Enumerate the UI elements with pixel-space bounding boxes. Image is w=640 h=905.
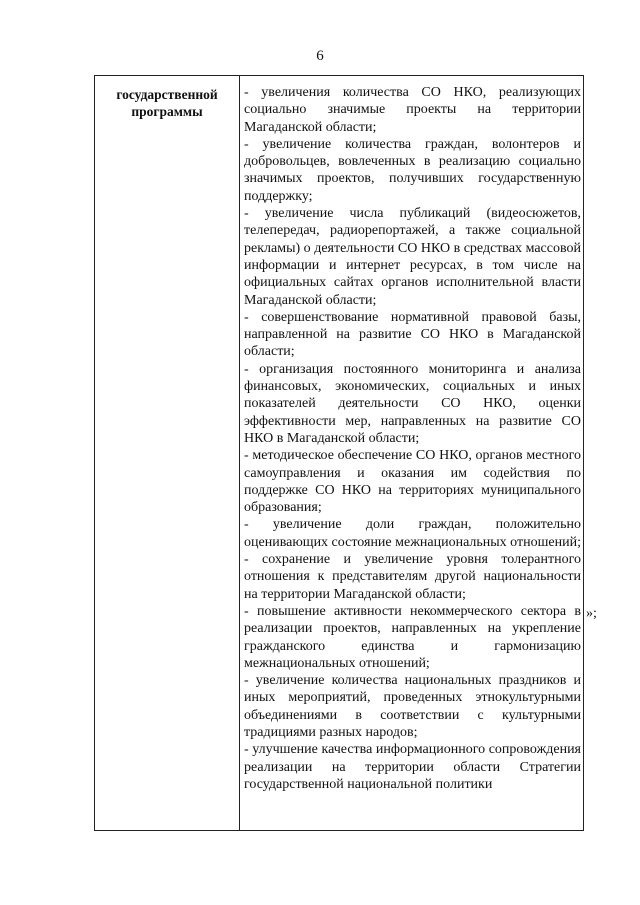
table-label-line-1: государственной [116, 87, 218, 102]
list-item: - совершенствование нормативной правовой базы, направленной на развитие СО НКО в Магаданской области; [244, 309, 581, 360]
list-item: - увеличение доли граждан, положительно оценивающих состояние межнациональных отношений; [244, 517, 581, 550]
list-item: - увеличения количества СО НКО, реализующих социально значимые проекты на территории Магаданской области; [244, 85, 581, 135]
document-table [94, 75, 584, 831]
table-content-cell [240, 76, 583, 830]
table-label-cell [95, 76, 240, 830]
list-item: - увеличение количества национальных праздников и иных мероприятий, проведенных этнокультурными объединениями в соответствии с культурными традициями разных народов; [244, 673, 581, 740]
closing-quote: »; [586, 606, 597, 621]
list-item: - увеличение количества граждан, волонтеров и добровольцев, вовлеченных в реализацию социально значимых проектов, получивших государственную поддержку; [244, 136, 581, 204]
list-item: - организация постоянного мониторинга и анализа финансовых, экономических, социальных и иных показателей деятельности СО НКО, оценки эффективности мер, направленных на развитие СО НКО в Магаданской области; [244, 361, 581, 446]
list-item: - повышение активности некоммерческого сектора в реализации проектов, направленных на укрепление гражданского единства и гармонизацию межнациональных отношений; [244, 603, 581, 671]
list-item: - сохранение и увеличение уровня толерантного отношения к представителям другой национальности на территории Магаданской области; [244, 552, 581, 602]
table-label-line-2: программы [131, 104, 203, 119]
list-item: - методическое обеспечение СО НКО, органов местного самоуправления и оказания им содействия по поддержке СО НКО на территориях муниципального образования; [244, 448, 581, 516]
list-item: - улучшение качества информационного сопровождения реализации на территории области Стратегии государственной национальной политики [244, 742, 581, 792]
list-item: - увеличение числа публикаций (видеосюжетов, телепередач, радиорепортажей, а также социальной рекламы) о деятельности СО НКО в средствах массовой информации и интернет ресурсах, в том числе на официальных сайтах органов исполнительной власти Магаданской области; [244, 206, 581, 308]
page-number: 6 [316, 48, 324, 64]
